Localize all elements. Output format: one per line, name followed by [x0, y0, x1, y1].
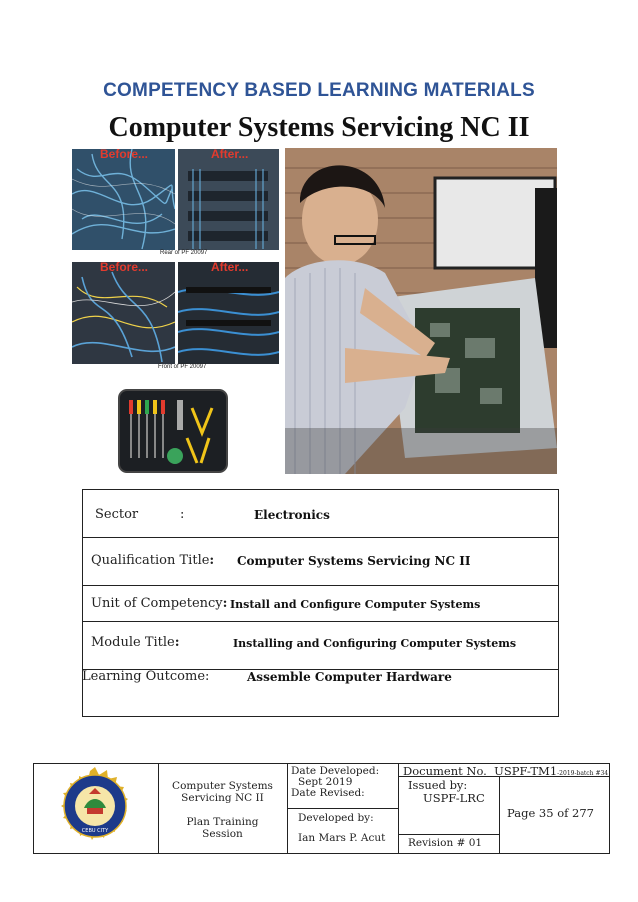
developed-by-label: Developed by: — [298, 812, 374, 824]
sector-row — [83, 490, 558, 538]
outcome-row — [83, 669, 558, 716]
rack-after-front-photo — [178, 262, 279, 364]
module-row — [83, 621, 558, 670]
course-title: Computer Systems Servicing NC II — [172, 780, 273, 804]
toolkit-photo — [117, 388, 229, 474]
document-number: Document No. USPF-TM1-2019-batch #34 — [403, 764, 609, 778]
sector-value: Electronics — [254, 508, 330, 522]
developed-by-value: Ian Mars P. Acut — [298, 832, 386, 844]
unit-label: Unit of Competency: — [91, 596, 228, 611]
rear-caption: Rear of PF 20097 — [160, 250, 208, 256]
unit-row — [83, 585, 558, 622]
sector-label: Sector — [95, 507, 139, 522]
rack-before-rear-photo — [72, 149, 175, 250]
university-seal-logo — [51, 766, 139, 850]
page-number: Page 35 of 277 — [507, 806, 594, 820]
front-caption: Front of PF 20097 — [158, 364, 207, 370]
outcome-label: Learning Outcome: — [82, 669, 210, 684]
sector-colon: : — [180, 507, 185, 522]
plan-title: Plan Training Session — [186, 816, 259, 840]
unit-value: Install and Configure Computer Systems — [230, 598, 481, 611]
revision-number: Revision # 01 — [408, 837, 483, 849]
date-revised-label: Date Revised: — [291, 787, 365, 799]
module-value: Installing and Configuring Computer Systems — [233, 637, 517, 650]
document-title: Computer Systems Servicing NC II — [108, 112, 530, 143]
rack-after-rear-photo — [178, 149, 279, 250]
after-caption-bottom: After... — [211, 260, 249, 274]
header-title: COMPETENCY BASED LEARNING MATERIALS — [103, 80, 535, 101]
date-developed-value: Sept 2019 — [298, 776, 353, 788]
issued-by-value: USPF-LRC — [423, 791, 485, 805]
qualification-label: Qualification Title: — [91, 553, 215, 568]
after-caption-top: After... — [211, 147, 249, 161]
before-caption-bottom: Before... — [100, 260, 149, 274]
qualification-value: Computer Systems Servicing NC II — [237, 554, 471, 568]
svg-text:CEBU CITY: CEBU CITY — [81, 828, 109, 834]
date-developed-label: Date Developed: — [291, 765, 380, 777]
qualification-row — [83, 537, 558, 586]
document-footer-table — [33, 763, 610, 854]
technician-photo — [285, 148, 557, 474]
module-label: Module Title: — [91, 635, 180, 650]
before-caption-top: Before... — [100, 147, 149, 161]
module-info-table — [82, 489, 559, 717]
rack-before-front-photo — [72, 262, 175, 364]
outcome-value: Assemble Computer Hardware — [247, 670, 452, 684]
issued-by-label: Issued by: — [408, 778, 468, 792]
